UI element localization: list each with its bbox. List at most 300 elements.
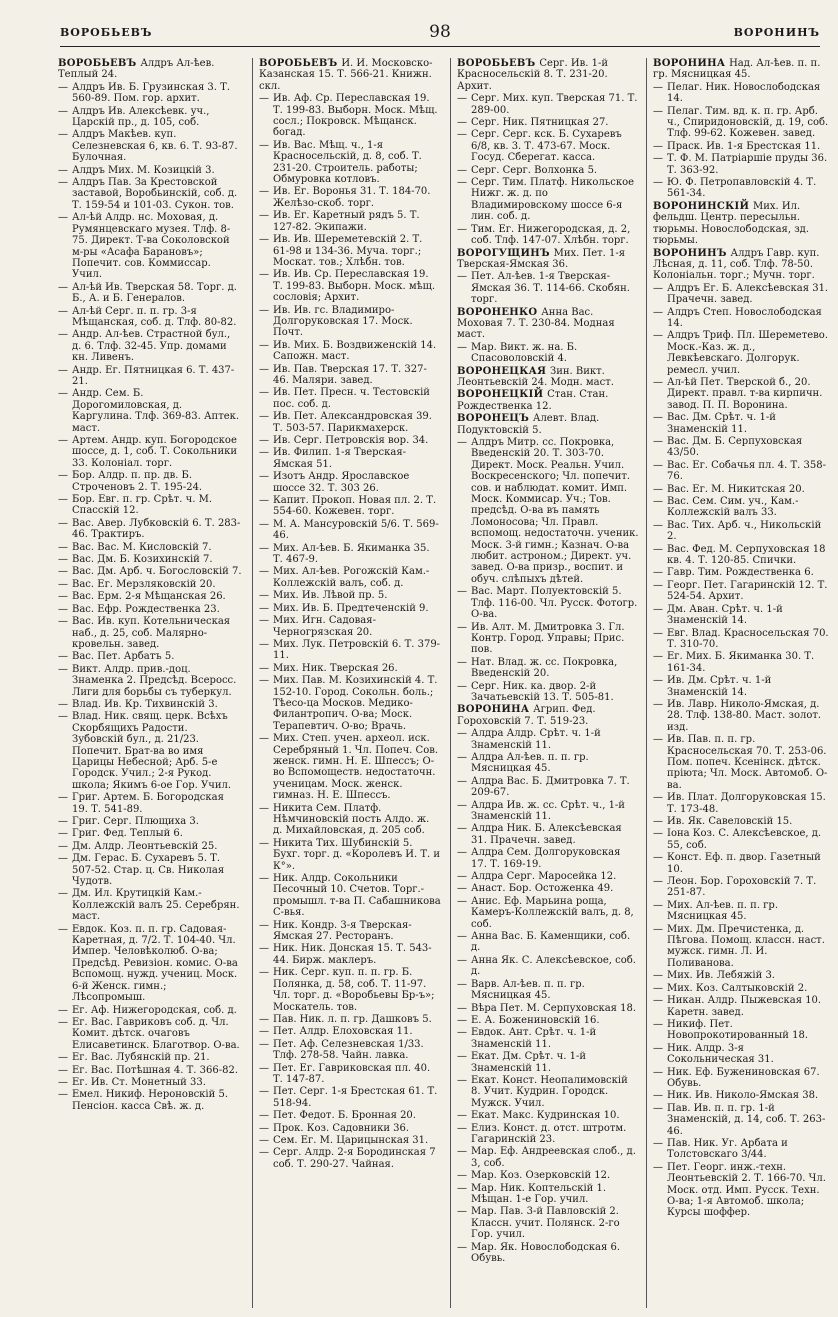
entry-text: Пет. Серг. 1-я Брестская 61. Т. 518-94.: [273, 1086, 438, 1109]
directory-entry: [457, 437, 639, 585]
entry-text: Алдра Ал-ѣев. п. п. гр. Мясницкая 45.: [471, 751, 589, 775]
directory-entry: [457, 177, 639, 223]
entry-text: Никита Сем. Платф. Нѣмчиновскій пость Алдо. ж. д. Михайловская, д. 205 соб.: [273, 802, 430, 837]
directory-entry: [653, 283, 829, 306]
directory-entry: [653, 1103, 829, 1137]
entry-text: Ив. Вас. Мѣщ. ч., 1-я Красносельскій, д. 8, соб. Т. 231-20. Строитель. работы; Обмуровка котловъ.: [273, 139, 422, 186]
directory-entry: [457, 1123, 639, 1146]
directory-entry: [457, 165, 639, 176]
ditto-dash: —: [457, 775, 467, 787]
entry-text: Евдок. Коз. п. п. гр. Садовая-Каретная, д. 7/2. Т. 104-40. Чл. Импер. Человѣколюб. О-ва; Предсѣд. Ревизіон. комис. О-ва Вспомощ. нужд. учениц. Моск. 6-й Женск. гимн.; Лѣсопромыш.: [72, 923, 238, 1004]
surname-heading: ВОРОГУЩИНЪ: [457, 247, 554, 259]
entry-text: Ег. Аф. Нижегородская, соб. д.: [72, 1004, 237, 1016]
ditto-dash: —: [653, 675, 663, 687]
entry-text: Ив. Пав. Тверская 17. Т. 327-46. Маляри. завед.: [273, 363, 427, 386]
directory-entry: [457, 681, 639, 704]
surname-heading: ВОРОНЕЦЪ: [457, 413, 533, 425]
ditto-dash: —: [653, 177, 663, 189]
entry-text: Андр. Ал-ѣев. Страстной бул., д. 6. Тлф. 32-45. Упр. домами кн. Ливенъ.: [72, 329, 231, 364]
ditto-dash: —: [457, 823, 467, 835]
directory-entry: [58, 470, 242, 493]
ditto-dash: —: [653, 81, 663, 93]
ditto-dash: —: [457, 177, 467, 189]
directory-entry: [58, 841, 242, 852]
directory-entry: [457, 1075, 639, 1109]
directory-entry: [653, 544, 829, 567]
directory-entry: [653, 82, 829, 105]
column-4: [646, 58, 829, 1308]
directory-entry: [653, 460, 829, 483]
ditto-dash: —: [653, 1137, 663, 1149]
directory-entry: [58, 554, 242, 565]
ditto-dash: —: [259, 1026, 269, 1038]
directory-entry: [58, 1017, 242, 1051]
ditto-dash: —: [457, 1146, 467, 1158]
entry-text: Ив. Аф. Ср. Переславская 19. Т. 199-83. Выборн. Моск. Мѣщ. сосл.; Покровск. Мѣщанск. богад.: [273, 93, 438, 139]
directory-entry: [259, 447, 441, 470]
entry-text: Алевт. Влад. Подуктовскій 5.: [457, 413, 600, 436]
entry-text: Гавр. Тим. Рождественка 6.: [667, 567, 814, 579]
ditto-dash: —: [259, 919, 269, 931]
entry-text: Мар. Коз. Озерковскій 12.: [471, 1170, 611, 1182]
entry-text: Ив. Ег. Воронья 31. Т. 184-70. Желѣзо-скоб. торг.: [273, 186, 431, 209]
directory-entry: [259, 1147, 441, 1170]
ditto-dash: —: [653, 330, 663, 342]
entry-text: Алдра Ник. Б. Алексѣевская 31. Прачечн. завед.: [471, 823, 622, 846]
ditto-dash: —: [653, 483, 663, 495]
directory-entry: [653, 1043, 829, 1066]
entry-text: Ег. Мих. Б. Якиманка 30. Т. 161-34.: [667, 651, 815, 674]
directory-entry: [58, 711, 242, 791]
ditto-dash: —: [457, 931, 467, 943]
directory-entry: [457, 800, 639, 823]
entry-text: Ив. Мих. Б. Воздвиженскій 14. Сапожн. маст.: [273, 339, 437, 363]
ditto-dash: —: [58, 566, 68, 578]
ditto-dash: —: [259, 339, 269, 351]
directory-entry: [653, 876, 829, 899]
directory-entry: [457, 1110, 639, 1121]
directory-entry: [58, 518, 242, 541]
ditto-dash: —: [259, 387, 269, 399]
ditto-dash: —: [457, 895, 467, 907]
entry-text: Алдръ Макѣев. куп. Селезневская 6, кв. 6. Т. 93-87. Булочная.: [72, 129, 238, 164]
surname-heading: ВОРОБЬЕВЪ: [259, 58, 342, 69]
directory-entry: [653, 604, 829, 627]
directory-entry: [457, 622, 639, 656]
entry-text: Алдра Вас. Б. Дмитровка 7. Т. 209-67.: [471, 775, 630, 799]
directory-entry: [259, 471, 441, 494]
entry-text: Анаст. Бор. Остоженка 49.: [471, 883, 614, 895]
directory-entry: [259, 1135, 441, 1146]
ditto-dash: —: [58, 517, 68, 529]
ditto-dash: —: [58, 212, 68, 224]
ditto-dash: —: [58, 651, 68, 663]
directory-entry: [58, 699, 242, 710]
entry-text: Вас. Ерм. 2-я Мѣщанская 26.: [72, 591, 226, 603]
ditto-dash: —: [58, 853, 68, 865]
entry-text: Мих. Лук. Петровскій 6. Т. 379-11.: [273, 638, 441, 662]
ditto-dash: —: [457, 93, 467, 105]
directory-entry: [58, 616, 242, 650]
ditto-dash: —: [259, 1122, 269, 1134]
directory-entry: [457, 776, 639, 799]
directory-entry: [58, 664, 242, 698]
directory-entry: [259, 58, 441, 92]
directory-entry: [653, 628, 829, 651]
ditto-dash: —: [259, 1038, 269, 1050]
entry-text: Анис. Еф. Марьина роща, Камеръ-Коллежскій валъ, д. 8, соб.: [471, 895, 634, 930]
directory-entry: [58, 853, 242, 887]
directory-entry: [58, 435, 242, 469]
entry-text: Мих. Дм. Пречистенка, д. Пѣгова. Помощ. классн. наст. мужск. гимн. Л. И. Поливанова.: [667, 923, 825, 969]
ditto-dash: —: [457, 1122, 467, 1134]
directory-entry: [457, 657, 639, 680]
ditto-dash: —: [58, 305, 68, 317]
directory-entry: [259, 234, 441, 268]
ditto-dash: —: [457, 656, 467, 668]
entry-text: Мих. Коз. Салтыковскій 2.: [667, 982, 808, 994]
page-header: [60, 24, 820, 47]
ditto-dash: —: [457, 1027, 467, 1039]
ditto-dash: —: [457, 1206, 467, 1218]
entry-text: Мих. Ив. Лебяжій 3.: [667, 970, 775, 982]
ditto-dash: —: [259, 943, 269, 955]
directory-entry: [457, 366, 639, 389]
ditto-dash: —: [58, 578, 68, 590]
ditto-dash: —: [259, 1147, 269, 1159]
directory-entry: [259, 1086, 441, 1109]
ditto-dash: —: [259, 304, 269, 316]
directory-entry: [457, 871, 639, 882]
column-3: [450, 58, 639, 1308]
entry-text: Алдръ Митр. сс. Покровка, Введенскій 20. Т. 303-70. Директ. Моск. Реальн. Учил. Воскресенского; Чл. попечит. сов. и наблюдат. комит. Имп. Моск. Коммисар. Уч.; Тов. предсѣд. О-ва въ память Ломоносова; Чл. Правл. вспомощ. недостаточн. ученик. Моск. 3-й гимн.; Казнач. О-ва любит. астроном.; Директ. уч. завед. О-ва призр., воспит. и обуч. слѣпыхъ дѣтей.: [471, 437, 639, 585]
directory-entry: [58, 651, 242, 662]
directory-entry: [653, 106, 829, 140]
ditto-dash: —: [653, 698, 663, 710]
directory-entry: [653, 970, 829, 981]
ditto-dash: —: [58, 711, 68, 723]
ditto-dash: —: [58, 923, 68, 935]
ditto-dash: —: [58, 177, 68, 189]
ditto-dash: —: [259, 733, 269, 745]
directory-entry: [58, 329, 242, 363]
ditto-dash: —: [259, 1062, 269, 1074]
ditto-dash: —: [457, 799, 467, 811]
ditto-dash: —: [457, 847, 467, 859]
directory-entry: [457, 1015, 639, 1026]
directory-entry: [58, 542, 242, 553]
ditto-dash: —: [653, 1066, 663, 1078]
entry-text: Ив. Ег. Каретный рядъ 5. Т. 127-82. Экипажи.: [273, 210, 420, 233]
ditto-dash: —: [653, 306, 663, 318]
ditto-dash: —: [653, 496, 663, 508]
entry-text: Ив. Пав. п. п. гр. Красносельская 70. Т. 253-06. Пом. попеч. Ксенінск. дѣтск. пріюта; Чл. Моск. Автомоб. О-ва.: [667, 734, 828, 791]
directory-entry: [259, 305, 441, 339]
directory-entry: [457, 823, 639, 846]
surname-heading: ВОРОБЬЕВЪ: [58, 58, 141, 69]
entry-text: Алдръ Степ. Новослободская 14.: [667, 306, 822, 329]
entry-text: Григ. Фед. Теплый 6.: [72, 828, 183, 840]
ditto-dash: —: [259, 1110, 269, 1122]
directory-entry: [58, 1065, 242, 1076]
directory-entry: [653, 924, 829, 970]
ditto-dash: —: [653, 436, 663, 447]
directory-entry: [58, 282, 242, 305]
entry-text: Ив. Филип. 1-я Тверская-Ямская 51.: [273, 447, 407, 470]
ditto-dash: —: [653, 899, 663, 911]
entry-text: Нат. Влад. ж. сс. Покровка, Введенскій 20.: [471, 656, 618, 680]
ditto-dash: —: [58, 164, 68, 176]
directory-entry: [58, 306, 242, 329]
ditto-dash: —: [259, 837, 269, 849]
entry-text: Прок. Коз. Садовники 36.: [273, 1122, 410, 1134]
entry-text: Вас. Дм. Б. Серпуховская 43/50.: [667, 436, 803, 459]
directory-entry: [653, 58, 829, 81]
entry-text: Серг. Алдр. 2-я Бородинская 7 соб. Т. 290-27. Чайная.: [273, 1147, 436, 1170]
directory-entry: [58, 212, 242, 280]
directory-entry: [259, 675, 441, 732]
directory-entry: [653, 1162, 829, 1219]
ditto-dash: —: [653, 816, 663, 827]
entry-text: Агрип. Фед. Гороховскій 7. Т. 519-23.: [457, 704, 596, 727]
directory-entry: [259, 364, 441, 387]
ditto-dash: —: [653, 376, 663, 388]
surname-heading: ВОРОНИНЪ: [653, 247, 731, 259]
entry-text: Бор. Алдр. п. пр. дв. Б. Строченовъ 2. Т. 195-24.: [72, 470, 203, 493]
directory-entry: [259, 603, 441, 614]
directory-entry: [653, 900, 829, 923]
directory-entry: [58, 1005, 242, 1016]
ditto-dash: —: [58, 828, 68, 840]
directory-entry: [457, 224, 639, 247]
ditto-dash: —: [58, 541, 68, 553]
directory-entry: [457, 117, 639, 128]
entry-text: Іона Коз. С. Алексѣевское, д. 55, соб.: [667, 828, 822, 851]
directory-entry: [58, 792, 242, 815]
ditto-dash: —: [259, 210, 269, 222]
entry-text: Вас. Сем. Сим. уч., Кам.-Коллежскій валъ 33.: [667, 496, 799, 519]
ditto-dash: —: [259, 566, 269, 578]
ditto-dash: —: [653, 1090, 663, 1102]
entry-text: Серг. Мих. куп. Тверская 71. Т. 289-00.: [471, 93, 638, 116]
entry-text: Вас. Вас. М. Кисловскій 7.: [72, 541, 212, 553]
directory-entry: [58, 82, 242, 105]
ditto-dash: —: [457, 1002, 467, 1014]
directory-entry: [58, 106, 242, 129]
ditto-dash: —: [457, 1110, 467, 1122]
entry-text: Ник. Серг. куп. п. п. гр. Б. Полянка, д. 58, соб. Т. 11-97. Чл. торг. д. «Воробьевы Бр-ъ»; Москатель. тов.: [273, 967, 435, 1013]
entry-text: Григ. Артем. Б. Богородская 19. Т. 541-89.: [72, 792, 224, 815]
entry-text: Алдръ Мих. М. Козицкій 3.: [72, 164, 215, 176]
directory-entry: [653, 177, 829, 200]
ditto-dash: —: [259, 471, 269, 483]
directory-entry: [259, 1039, 441, 1062]
ditto-dash: —: [259, 363, 269, 375]
directory-entry: [457, 248, 639, 271]
entry-text: Вѣра Пет. М. Серпуховская 18.: [471, 1002, 637, 1014]
ditto-dash: —: [58, 1076, 68, 1088]
ditto-dash: —: [58, 1016, 68, 1028]
entry-text: Ал-ѣй Ив. Тверская 58. Торг. д. Б., А. и Б. Генералов.: [72, 281, 237, 305]
entry-text: Ив. Пет. Пресн. ч. Тестовскій пос. соб. д.: [273, 387, 430, 410]
entry-text: Пелаг. Ник. Новослободская 14.: [667, 81, 821, 105]
entry-text: Вас. Март. Полуектовскій 5. Тлф. 116-00. Чл. Русск. Фотогр. О-ва.: [471, 586, 638, 621]
directory-entry: [653, 436, 829, 459]
entry-text: Вас. Ег. Собачья пл. 4. Т. 358-76.: [667, 459, 826, 483]
ditto-dash: —: [58, 591, 68, 603]
directory-entry: [58, 58, 242, 81]
entry-text: Ег. Вас. Лубянскій пр. 21.: [72, 1052, 210, 1064]
ditto-dash: —: [653, 543, 663, 555]
directory-entry: [457, 1051, 639, 1074]
entry-text: Ег. Ив. Ст. Монетный 33.: [72, 1076, 206, 1088]
entry-text: Мих. Степ. учен. археол. иск. Серебряный 1. Чл. Попеч. Сов. женск. гимн. Н. Е. Шпессъ; О-во Вспомоществ. недостаточн. ученицам. Моск. женск. гимназ. Н. Е. Шпессъ.: [273, 733, 439, 802]
ditto-dash: —: [457, 871, 467, 883]
entry-text: Праск. Ив. 1-я Брестская 11.: [667, 140, 821, 152]
directory-entry: [457, 847, 639, 870]
entry-text: Артем. Андр. куп. Богородское шоссе, д. 1, соб. Т. Сокольники 33. Колоніал. торг.: [72, 435, 238, 469]
directory-entry: [653, 1019, 829, 1042]
entry-text: Пет. Алдр. Елоховская 11.: [273, 1026, 413, 1038]
ditto-dash: —: [259, 1013, 269, 1025]
ditto-dash: —: [58, 470, 68, 482]
column-1: [58, 58, 242, 1308]
ditto-dash: —: [58, 603, 68, 615]
entry-text: Вас. Пет. Арбатъ 5.: [72, 651, 175, 663]
ditto-dash: —: [259, 638, 269, 650]
entry-text: Изотъ Андр. Ярославское шоссе 32. Т. 303 26.: [273, 471, 410, 494]
entry-text: Серг. Серг. кск. Б. Сухаревъ 6/8, кв. 3. Т. 473-67. Моск. Госуд. Сберегат. касса.: [471, 129, 622, 164]
ditto-dash: —: [259, 234, 269, 246]
ditto-dash: —: [653, 1161, 663, 1173]
ditto-dash: —: [259, 802, 269, 814]
ditto-dash: —: [259, 967, 269, 979]
directory-entry: [259, 387, 441, 410]
ditto-dash: —: [259, 1086, 269, 1098]
ditto-dash: —: [457, 751, 467, 763]
directory-entry: [653, 580, 829, 603]
ditto-dash: —: [457, 883, 467, 895]
entry-text: Елиз. Конст. д. отст. штротм. Гагаринскій 23.: [471, 1122, 627, 1145]
directory-entry: [653, 141, 829, 152]
ditto-dash: —: [58, 1089, 68, 1101]
entry-text: Ник. Ив. Николо-Ямская 38.: [667, 1090, 819, 1102]
entry-text: Над. Ал-ѣев. п. п. гр. Мясницкая 45.: [653, 58, 821, 81]
surname-heading: ВОРОНИНА: [653, 58, 730, 69]
ditto-dash: —: [58, 1004, 68, 1016]
ditto-dash: —: [58, 698, 68, 710]
entry-text: Мих. Игн. Садовая-Черногрязская 20.: [273, 615, 376, 638]
directory-entry: [58, 129, 242, 163]
directory-entry: [58, 816, 242, 827]
ditto-dash: —: [259, 495, 269, 507]
ditto-dash: —: [259, 675, 269, 687]
ditto-dash: —: [653, 579, 663, 591]
directory-entry: [58, 579, 242, 590]
ditto-dash: —: [58, 281, 68, 293]
directory-entry: [653, 1138, 829, 1161]
directory-entry: [259, 590, 441, 601]
ditto-dash: —: [259, 542, 269, 554]
directory-entry: [58, 604, 242, 615]
directory-entry: [457, 728, 639, 751]
ditto-dash: —: [259, 518, 269, 530]
entry-text: Никита Тих. Шубинскій 5. Бухг. торг. д. «Королевъ И. Т. и К°».: [273, 837, 441, 872]
entry-text: Пет. Георг. инж.-техн. Леонтьевскій 2. Т. 166-70. Чл. Моск. отд. Имп. Русск. Техн. О-ва; 1-я Автомоб. школа; Курсы шоффер.: [667, 1161, 826, 1219]
directory-entry: [653, 520, 829, 543]
directory-entry: [457, 93, 639, 116]
ditto-dash: —: [653, 852, 663, 864]
entry-text: Пет. Ал-ѣев. 1-я Тверская-Ямская 36. Т. 114-66. Скобян. торг.: [471, 271, 630, 306]
directory-entry: [653, 496, 829, 519]
entry-text: Мих. Ал-ѣев. Б. Якиманка 35. Т. 467-9.: [273, 542, 430, 566]
ditto-dash: —: [58, 663, 68, 675]
directory-entry: [259, 543, 441, 566]
surname-heading: ВОРОНЕНКО: [457, 306, 542, 318]
header-right-entry: ВОРОНИНЪ: [733, 26, 820, 39]
entry-text: Влад. Ник. свящ. церк. Всѣхъ Скорбящихъ Радости. Зубовскій бул., д. 21/23. Попечит. Брат-ва во имя Царицы Небесной; Арб. 5-е Городск. Учил.; 2-я Рукод. школа; Якимъ 6-ое Гор. Учил.: [72, 711, 232, 791]
entry-text: Никиф. Пет. Новопрокотированный 18.: [667, 1018, 808, 1042]
ditto-dash: —: [58, 1064, 68, 1076]
entry-text: Дм. Аван. Срѣт. ч. 1-й Знаменскій 14.: [667, 603, 783, 627]
entry-text: Т. Ф. М. Патріаршіе пруды 36. Т. 363-92.: [667, 153, 828, 176]
ditto-dash: —: [58, 554, 68, 566]
directory-entry: [653, 651, 829, 674]
entry-text: Пав. Ник. л. п. гр. Дашковъ 5.: [273, 1013, 432, 1025]
directory-entry: [58, 494, 242, 517]
directory-entry: [653, 153, 829, 176]
ditto-dash: —: [653, 792, 663, 804]
directory-entry: [58, 1052, 242, 1063]
entry-text: Анна Як. С. Алексѣевское, соб. д.: [471, 954, 636, 978]
ditto-dash: —: [457, 728, 467, 740]
directory-entry: [259, 435, 441, 446]
directory-entry: [259, 495, 441, 518]
entry-text: Дм. Алдр. Леонтьевскій 25.: [72, 840, 218, 852]
ditto-dash: —: [653, 828, 663, 840]
ditto-dash: —: [653, 1042, 663, 1054]
directory-entry: [653, 330, 829, 376]
directory-entry: [58, 165, 242, 176]
entry-text: Евг. Влад. Красносельская 70. Т. 310-70.: [667, 627, 829, 650]
directory-entry: [259, 340, 441, 363]
entry-text: Анна Вас. Моховая 7. Т. 230-84. Модная маст.: [457, 306, 615, 341]
directory-entry: [259, 1110, 441, 1121]
entry-text: Пет. Федот. Б. Бронная 20.: [273, 1110, 416, 1122]
directory-entry: [653, 484, 829, 495]
directory-entry: [457, 58, 639, 92]
ditto-dash: —: [457, 1170, 467, 1182]
directory-entry: [653, 983, 829, 994]
directory-entry: [457, 1183, 639, 1206]
directory-entry: [259, 140, 441, 186]
directory-entry: [259, 186, 441, 209]
entry-text: Алдра Ив. ж. сс. Срѣт. ч., 1-й Знаменскій 11.: [471, 799, 625, 822]
entry-text: Вас. Ег. Мерзляковскій 20.: [72, 578, 216, 590]
entry-text: Мар. Викт. ж. на. Б. Спасоволовскій 4.: [471, 341, 578, 365]
directory-entry: [653, 248, 829, 282]
directory-entry: [457, 1206, 639, 1240]
ditto-dash: —: [457, 680, 467, 692]
entry-text: Серг. Серг. Волхонка 5.: [471, 164, 598, 176]
entry-text: Серг. Тим. Платф. Никольское Нижг. ж. д. по Владимировскому шоссе 6-я лин. соб. д.: [471, 177, 635, 223]
entry-text: Мар. Еф. Андреевская слоб., д. 3, соб.: [471, 1146, 636, 1169]
directory-entry: [457, 271, 639, 305]
ditto-dash: —: [457, 1241, 467, 1253]
directory-entry: [457, 704, 639, 727]
entry-text: Капит. Прокоп. Новая пл. 2. Т. 554-60. Кожевен. торг.: [273, 495, 437, 518]
directory-entry: [653, 852, 829, 875]
